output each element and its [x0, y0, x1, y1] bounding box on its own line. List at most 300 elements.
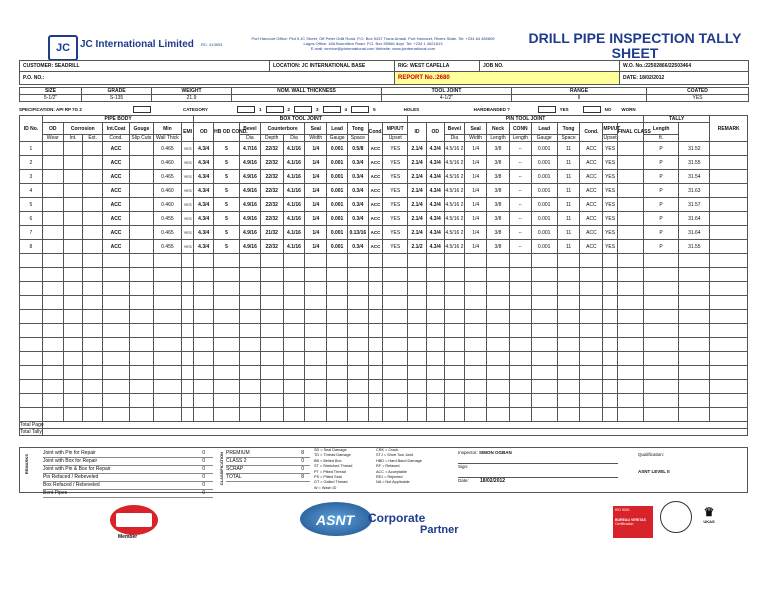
- col-mpi-ut2: MPI/UT: [603, 123, 618, 135]
- table-row: [20, 142, 748, 156]
- table-cell: ACC: [103, 142, 130, 156]
- col-seal2: Seal: [465, 123, 487, 135]
- table-cell: [580, 268, 603, 282]
- table-cell: [240, 324, 261, 338]
- legend-item: RF = Refaced: [376, 464, 400, 469]
- table-cell: [214, 254, 240, 268]
- table-cell: [283, 268, 305, 282]
- weight-value: 21.9: [152, 95, 232, 102]
- table-cell: [509, 380, 531, 394]
- table-cell: [130, 352, 154, 366]
- table-cell: [408, 366, 427, 380]
- qualification-block: [638, 452, 670, 474]
- col-cond2: Cond.: [368, 123, 383, 142]
- yes-label: YES: [559, 106, 569, 112]
- col-gauge: Gauge: [327, 135, 348, 142]
- table-cell: [240, 366, 261, 380]
- table-cell: [580, 408, 603, 422]
- table-cell: 0.001: [531, 212, 557, 226]
- specs-table: [19, 87, 749, 102]
- table-cell: [181, 366, 193, 380]
- table-row-empty: [20, 254, 748, 268]
- table-cell: --: [509, 240, 531, 254]
- table-cell: 6: [20, 212, 43, 226]
- table-cell: 4.1/16: [283, 170, 305, 184]
- table-cell: [305, 366, 327, 380]
- table-cell: [679, 408, 710, 422]
- table-cell: 3: [20, 170, 43, 184]
- table-cell: YES: [603, 156, 618, 170]
- table-cell: ACC: [580, 170, 603, 184]
- table-cell: [426, 366, 444, 380]
- table-cell: 5: [214, 226, 240, 240]
- col-tally-length: Length: [643, 123, 678, 135]
- table-cell: [368, 380, 383, 394]
- table-cell: 5: [214, 240, 240, 254]
- spec-line: [19, 104, 748, 114]
- legend-item: ACC = Acceptable: [376, 469, 407, 474]
- table-cell: [194, 338, 214, 352]
- table-cell: [408, 380, 427, 394]
- col-conn: CONN: [509, 123, 531, 135]
- table-cell: [444, 394, 465, 408]
- remark-item: Joint with Box for Repair 0: [43, 458, 213, 466]
- table-row: [20, 240, 748, 254]
- col-box-od: OD: [194, 123, 214, 142]
- hb-no-checkbox[interactable]: [583, 106, 601, 113]
- table-cell: P: [643, 156, 678, 170]
- col-cond3: Cond.: [580, 123, 603, 142]
- col-cond: Cond.: [103, 135, 130, 142]
- table-cell: [465, 380, 487, 394]
- range-label: RANGE: [512, 88, 647, 95]
- table-cell: [42, 254, 63, 268]
- col-width2: Width: [465, 135, 487, 142]
- table-cell: 4.1/16: [283, 156, 305, 170]
- address-line-1: Port Harcourt Office: Plot 5 JC Street, Off Peter Odili Road. P.O. Box 5437 Trans Amadi. Port Harcourt, Rivers State. Tel: +234 84 480809: [251, 36, 495, 41]
- table-cell: [557, 268, 580, 282]
- table-cell: [368, 282, 383, 296]
- table-cell: [63, 170, 83, 184]
- table-cell: 22/32: [260, 156, 283, 170]
- group-pin-tj: PIN TOOL JOINT: [408, 116, 644, 123]
- table-cell: [383, 366, 408, 380]
- col-ext: Ext.: [83, 135, 103, 142]
- table-cell: 5: [214, 212, 240, 226]
- table-cell: [465, 394, 487, 408]
- col-space2: Space: [557, 135, 580, 142]
- table-cell: 31.55: [679, 156, 710, 170]
- table-cell: ACC: [368, 142, 383, 156]
- table-cell: [580, 254, 603, 268]
- table-cell: [509, 268, 531, 282]
- asnt-text: ASNT: [316, 512, 355, 528]
- table-cell: [153, 366, 181, 380]
- table-cell: [153, 380, 181, 394]
- table-cell: 4.5/16 2: [444, 170, 465, 184]
- bv-logo: [613, 506, 653, 538]
- table-cell: [509, 366, 531, 380]
- table-cell: 0.001: [327, 184, 348, 198]
- total-page-label: Total Page: [20, 422, 44, 428]
- table-cell: 4.1/16: [283, 240, 305, 254]
- table-cell: [20, 310, 43, 324]
- member-label: Member: [118, 534, 138, 540]
- table-cell: [580, 310, 603, 324]
- table-cell: [181, 394, 193, 408]
- table-cell: 4.1/16: [283, 226, 305, 240]
- table-cell: [42, 268, 63, 282]
- table-cell: 4.9/16: [240, 212, 261, 226]
- table-cell: YES: [603, 170, 618, 184]
- table-cell: [408, 394, 427, 408]
- table-cell: [260, 282, 283, 296]
- table-cell: [260, 310, 283, 324]
- table-cell: [83, 338, 103, 352]
- table-cell: [194, 310, 214, 324]
- table-cell: [487, 352, 510, 366]
- table-cell: [305, 408, 327, 422]
- table-cell: 0.3/4: [347, 156, 368, 170]
- table-cell: [103, 282, 130, 296]
- table-cell: 3/8: [487, 226, 510, 240]
- table-cell: YES: [603, 226, 618, 240]
- report-cell: REPORT No.:2680: [395, 72, 620, 85]
- cat4-checkbox[interactable]: [323, 106, 341, 113]
- table-cell: [130, 254, 154, 268]
- table-cell: [283, 408, 305, 422]
- table-cell: [710, 254, 748, 268]
- cat5-checkbox[interactable]: [351, 106, 369, 113]
- table-cell: YES: [603, 240, 618, 254]
- table-cell: [181, 338, 193, 352]
- col-seal: Seal: [305, 123, 327, 135]
- table-cell: [63, 408, 83, 422]
- table-cell: 31.63: [679, 184, 710, 198]
- cat1-checkbox[interactable]: [237, 106, 255, 113]
- table-row-empty: [20, 394, 748, 408]
- table-cell: 0.465: [153, 170, 181, 184]
- table-cell: [194, 254, 214, 268]
- table-cell: [444, 380, 465, 394]
- table-cell: [181, 310, 193, 324]
- table-row: [20, 184, 748, 198]
- table-cell: [20, 324, 43, 338]
- table-cell: [444, 338, 465, 352]
- table-row-empty: [20, 282, 748, 296]
- grade-label: GRADE: [82, 88, 152, 95]
- table-cell: P: [643, 184, 678, 198]
- table-cell: 4.5/16 2: [444, 198, 465, 212]
- table-cell: [130, 198, 154, 212]
- table-cell: [557, 254, 580, 268]
- table-cell: 22/32: [260, 142, 283, 156]
- col-length2: Length: [509, 135, 531, 142]
- table-cell: [603, 338, 618, 352]
- table-cell: 2.1/4: [408, 170, 427, 184]
- table-cell: [214, 310, 240, 324]
- table-cell: [531, 254, 557, 268]
- table-cell: [240, 282, 261, 296]
- table-row: [20, 226, 748, 240]
- table-cell: [603, 268, 618, 282]
- table-cell: [305, 338, 327, 352]
- col-min: Min: [153, 123, 181, 135]
- table-cell: [327, 338, 348, 352]
- table-cell: --: [509, 184, 531, 198]
- table-cell: 4.3/4: [194, 240, 214, 254]
- table-cell: [103, 324, 130, 338]
- inspector-date-row: Date: 18/02/2012: [458, 478, 506, 484]
- table-cell: [103, 310, 130, 324]
- table-cell: [509, 352, 531, 366]
- legend-item: HBD = Hard Band Damage: [376, 458, 422, 463]
- table-cell: 1/4: [465, 184, 487, 198]
- table-cell: --: [509, 198, 531, 212]
- table-cell: [487, 282, 510, 296]
- table-row-empty: [20, 408, 748, 422]
- table-cell: [63, 268, 83, 282]
- table-cell: [617, 156, 643, 170]
- classification-item: SCRAP 0: [226, 466, 310, 474]
- table-cell: YES: [383, 198, 408, 212]
- table-cell: 4.9/16: [240, 170, 261, 184]
- table-cell: [63, 352, 83, 366]
- table-cell: [426, 338, 444, 352]
- col-od: OD: [42, 123, 63, 135]
- table-cell: 31.64: [679, 212, 710, 226]
- col-emi: EMI: [181, 123, 193, 142]
- table-cell: --: [509, 142, 531, 156]
- table-cell: [531, 296, 557, 310]
- table-cell: [83, 170, 103, 184]
- table-cell: [20, 366, 43, 380]
- rig-cell: RIG: WEST CAPELLA: [395, 61, 480, 72]
- table-cell: 4.3/4: [426, 170, 444, 184]
- table-cell: [617, 310, 643, 324]
- spec-checkbox[interactable]: [133, 106, 151, 113]
- table-cell: [305, 324, 327, 338]
- table-cell: [63, 380, 83, 394]
- table-cell: [327, 254, 348, 268]
- col-gouge: Gouge: [130, 123, 154, 135]
- table-cell: ACC: [580, 156, 603, 170]
- table-cell: 7: [20, 226, 43, 240]
- table-cell: 22/32: [260, 212, 283, 226]
- table-cell: 4.5/16 2: [444, 212, 465, 226]
- cat3-label: 3: [316, 106, 319, 112]
- table-cell: 3/8: [487, 212, 510, 226]
- table-cell: --: [509, 212, 531, 226]
- table-cell: [327, 268, 348, 282]
- table-cell: [710, 142, 748, 156]
- table-cell: 4.3/4: [426, 184, 444, 198]
- table-cell: [63, 240, 83, 254]
- table-cell: 0.3/4: [347, 170, 368, 184]
- table-cell: [710, 408, 748, 422]
- table-cell: [260, 352, 283, 366]
- table-cell: 22/32: [260, 198, 283, 212]
- col-final-class: FINAL CLASS: [617, 123, 643, 142]
- table-cell: 3/8: [487, 240, 510, 254]
- table-cell: [710, 268, 748, 282]
- table-cell: [444, 366, 465, 380]
- table-cell: YES: [383, 156, 408, 170]
- table-cell: [103, 394, 130, 408]
- table-cell: [509, 296, 531, 310]
- table-cell: [63, 184, 83, 198]
- table-cell: 1/4: [465, 226, 487, 240]
- table-cell: 0.001: [531, 184, 557, 198]
- table-cell: [679, 324, 710, 338]
- table-cell: [617, 240, 643, 254]
- table-cell: 0.001: [327, 226, 348, 240]
- table-cell: 0.001: [327, 198, 348, 212]
- table-cell: [83, 156, 103, 170]
- table-cell: 11: [557, 198, 580, 212]
- table-cell: [103, 254, 130, 268]
- group-tally: TALLY: [643, 116, 709, 123]
- table-cell: [83, 268, 103, 282]
- table-cell: [557, 394, 580, 408]
- table-cell: [181, 324, 193, 338]
- table-cell: 4: [20, 184, 43, 198]
- corporate-text: Corporate: [368, 511, 426, 525]
- table-cell: [194, 408, 214, 422]
- table-cell: [260, 394, 283, 408]
- table-cell: [130, 338, 154, 352]
- table-cell: [214, 296, 240, 310]
- table-cell: [444, 282, 465, 296]
- table-cell: [368, 394, 383, 408]
- col-corrosion: Corrosion: [63, 123, 102, 135]
- table-cell: [617, 184, 643, 198]
- table-cell: 22/32: [260, 170, 283, 184]
- table-cell: 4.1/16: [283, 184, 305, 198]
- table-cell: [580, 282, 603, 296]
- table-cell: [426, 352, 444, 366]
- table-cell: [63, 338, 83, 352]
- legend-item: PT = Pitted Thread: [314, 469, 346, 474]
- table-cell: [83, 184, 103, 198]
- size-value: 5-1/2": [20, 95, 82, 102]
- table-cell: [426, 254, 444, 268]
- table-cell: YES: [383, 142, 408, 156]
- table-cell: [487, 408, 510, 422]
- table-cell: ACC: [580, 198, 603, 212]
- table-cell: 2.1/2: [408, 240, 427, 254]
- table-cell: [63, 282, 83, 296]
- cat1-label: 1: [259, 106, 262, 112]
- col-neck: Neck: [487, 123, 510, 135]
- table-cell: [305, 352, 327, 366]
- table-cell: 4.3/4: [426, 142, 444, 156]
- classification-list: [226, 450, 310, 482]
- table-cell: 2.1/4: [408, 156, 427, 170]
- table-cell: ACC: [580, 240, 603, 254]
- table-cell: [283, 366, 305, 380]
- table-cell: 4.3/4: [194, 156, 214, 170]
- table-cell: [194, 366, 214, 380]
- table-cell: [408, 408, 427, 422]
- table-cell: ACC: [103, 212, 130, 226]
- table-cell: [580, 366, 603, 380]
- table-cell: [617, 338, 643, 352]
- table-cell: [130, 142, 154, 156]
- table-cell: 0.3/4: [347, 184, 368, 198]
- table-cell: [408, 268, 427, 282]
- table-cell: 0.460: [153, 198, 181, 212]
- col-length: Length: [487, 135, 510, 142]
- table-cell: [426, 310, 444, 324]
- table-cell: 5: [214, 198, 240, 212]
- table-cell: [42, 198, 63, 212]
- table-cell: [240, 296, 261, 310]
- table-cell: [557, 408, 580, 422]
- table-cell: [679, 394, 710, 408]
- company-name: JC International Limited: [80, 39, 194, 50]
- table-cell: 4.3/4: [426, 240, 444, 254]
- table-cell: [42, 184, 63, 198]
- table-cell: [643, 254, 678, 268]
- table-cell: 4.9/16: [240, 226, 261, 240]
- table-cell: 4.7/16: [240, 142, 261, 156]
- table-cell: 0.3/4: [347, 198, 368, 212]
- table-cell: [679, 268, 710, 282]
- table-cell: [20, 408, 43, 422]
- table-row: [20, 198, 748, 212]
- table-cell: [240, 394, 261, 408]
- hb-yes-checkbox[interactable]: [538, 106, 556, 113]
- table-cell: [194, 268, 214, 282]
- company-rc: RC: 413593: [201, 42, 223, 47]
- table-cell: [603, 408, 618, 422]
- table-cell: [130, 324, 154, 338]
- wo-cell: W.O. No.:22502866/22503464: [620, 61, 749, 72]
- table-cell: [260, 324, 283, 338]
- table-cell: [305, 268, 327, 282]
- table-cell: 0.001: [531, 142, 557, 156]
- table-cell: [103, 268, 130, 282]
- table-cell: [63, 296, 83, 310]
- table-cell: [368, 352, 383, 366]
- table-cell: 11: [557, 170, 580, 184]
- table-cell: [617, 170, 643, 184]
- table-cell: ACC: [580, 184, 603, 198]
- table-cell: [240, 310, 261, 324]
- cat3-checkbox[interactable]: [294, 106, 312, 113]
- total-tally-cell: [42, 429, 747, 436]
- legend-item: ST = Stretched Thread: [314, 464, 353, 469]
- table-cell: [408, 338, 427, 352]
- table-cell: [465, 324, 487, 338]
- table-cell: [580, 324, 603, 338]
- cat2-checkbox[interactable]: [266, 106, 284, 113]
- table-cell: YES: [383, 226, 408, 240]
- table-cell: [368, 268, 383, 282]
- table-cell: [42, 240, 63, 254]
- table-cell: [20, 282, 43, 296]
- table-cell: [305, 310, 327, 324]
- table-cell: [643, 352, 678, 366]
- table-cell: [103, 338, 130, 352]
- table-row-empty: [20, 338, 748, 352]
- location-cell: LOCATION: JC INTERNATIONAL BASE: [270, 61, 395, 72]
- table-cell: [426, 380, 444, 394]
- inspector-name: SIMON OGBAN: [479, 450, 512, 455]
- table-cell: 0.001: [531, 156, 557, 170]
- table-cell: ACC: [580, 226, 603, 240]
